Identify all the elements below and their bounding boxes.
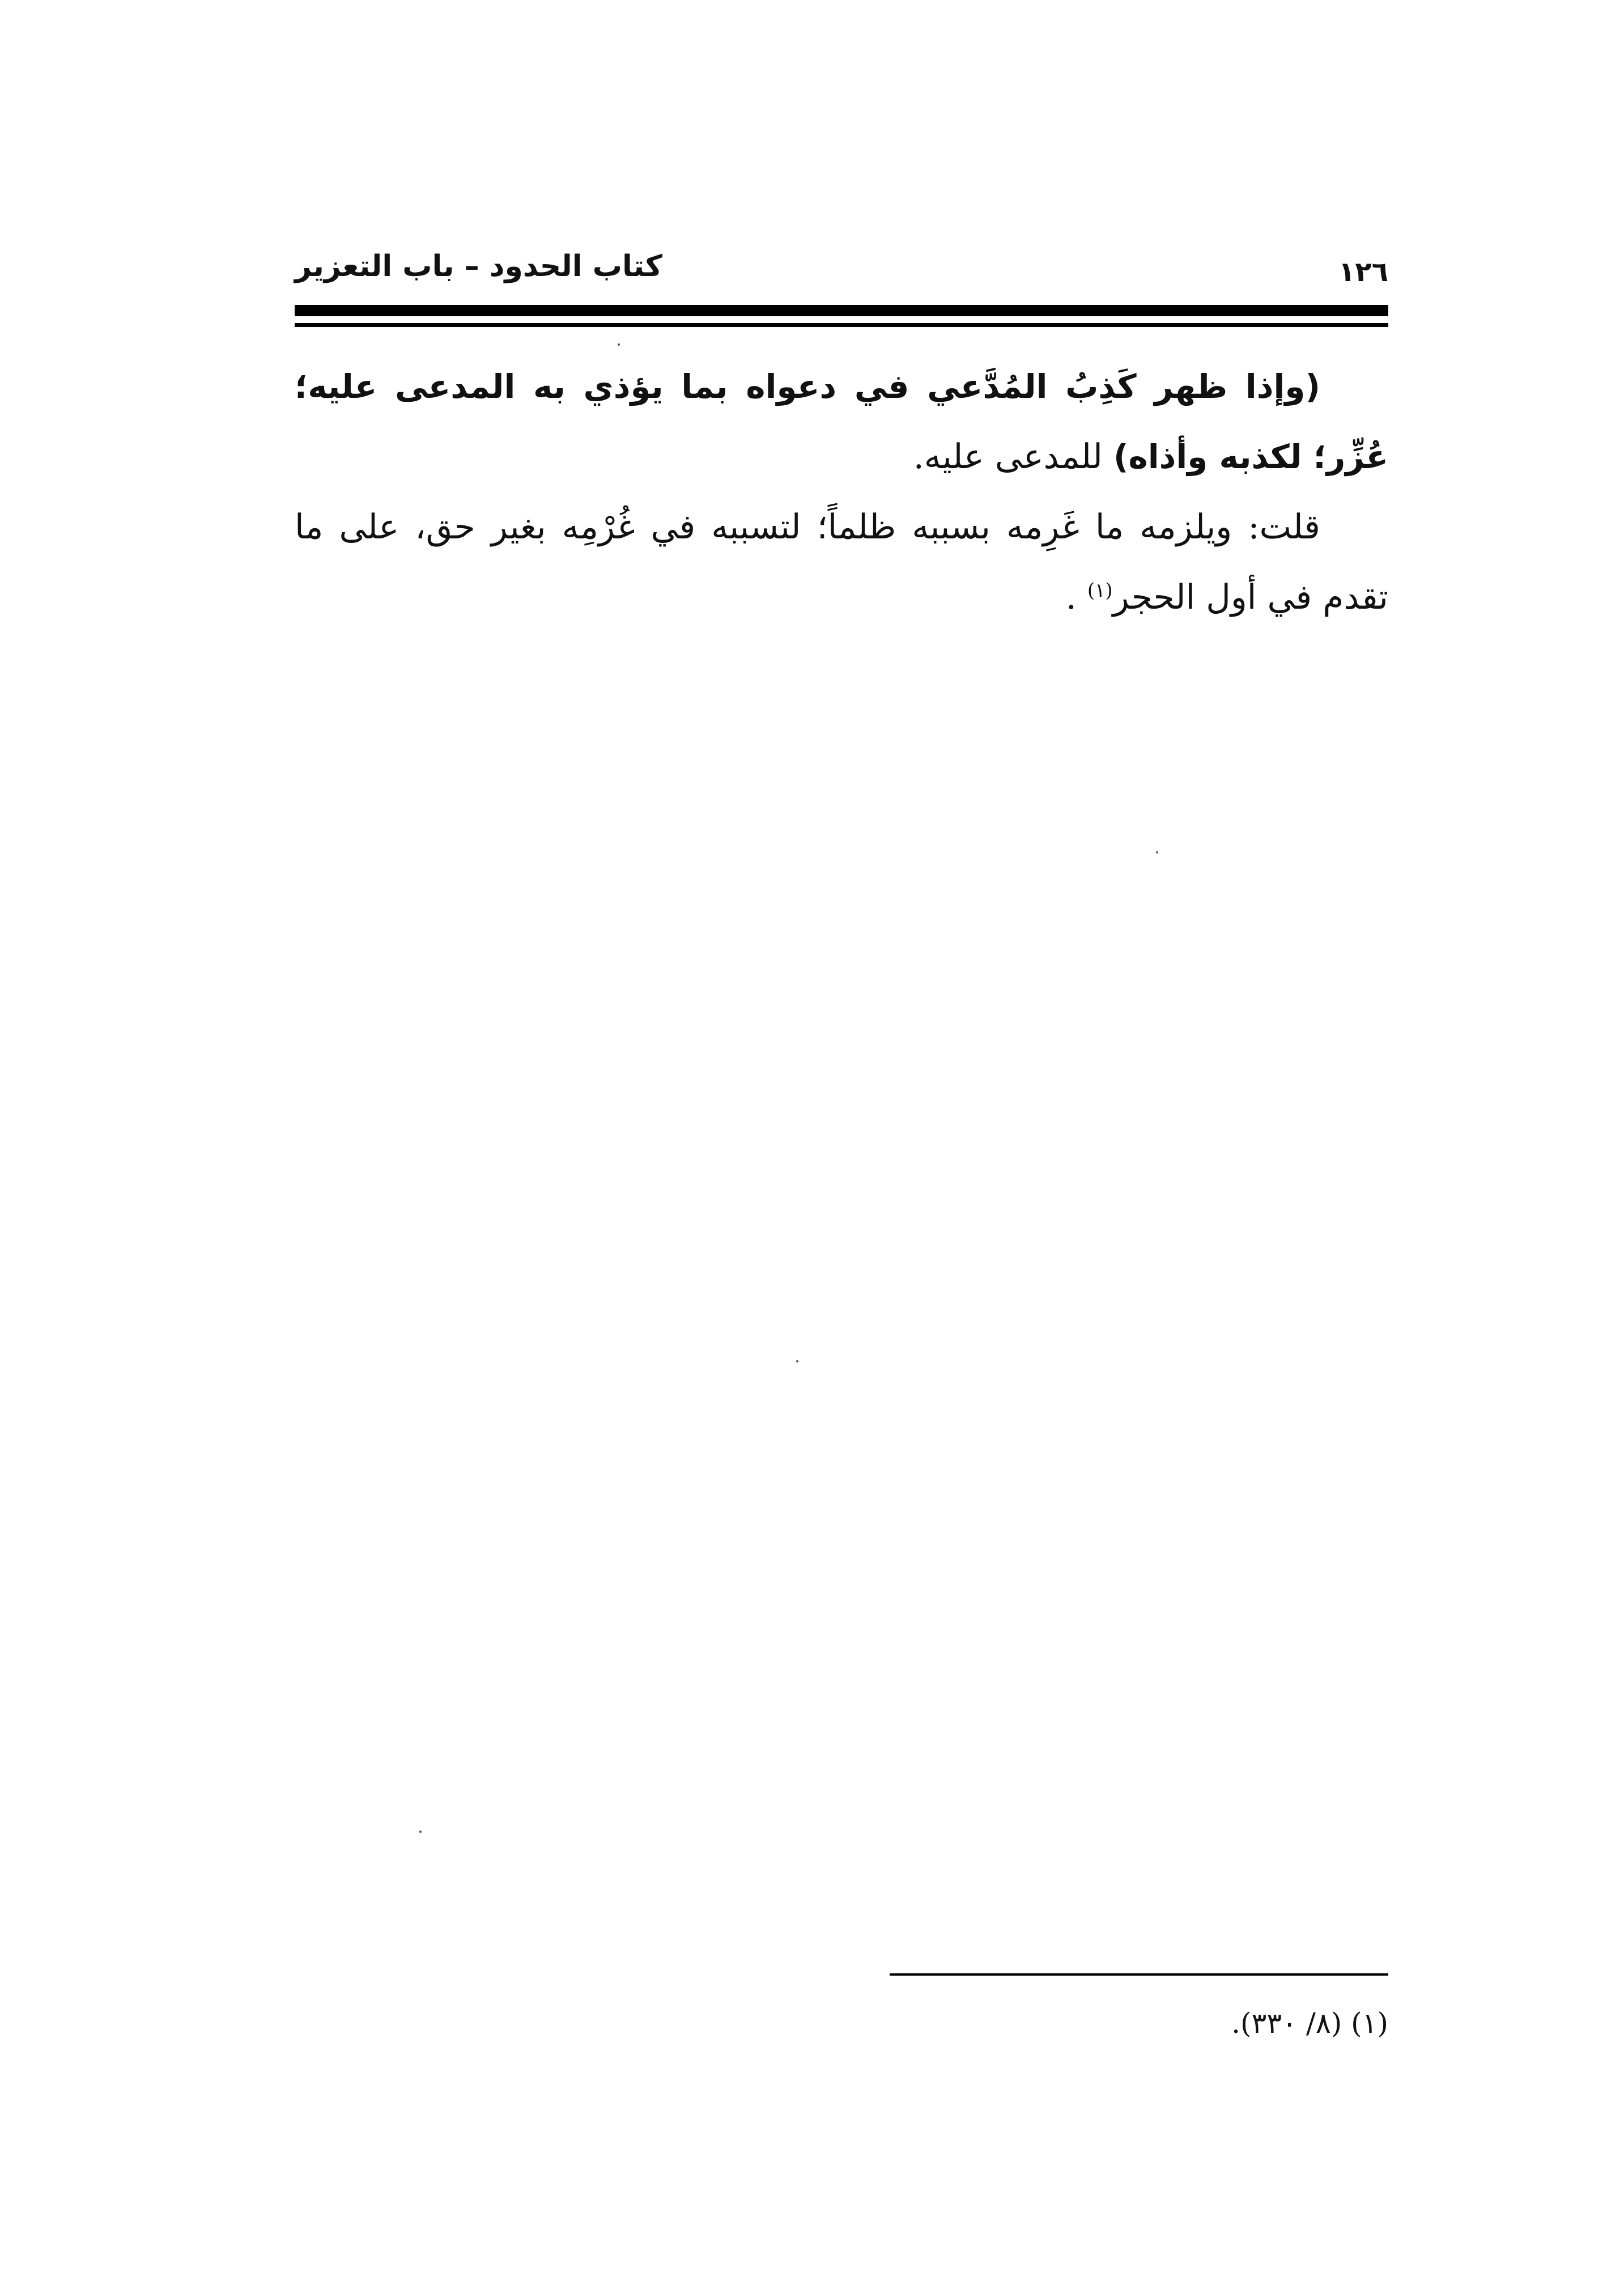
scan-speck: [796, 1360, 798, 1362]
footnote-1: (١) (٨/ ٣٣٠).: [1231, 2007, 1388, 2040]
header-rule-thin: [295, 323, 1388, 327]
scan-speck: [1156, 851, 1158, 853]
sentence-end: .: [1065, 578, 1077, 617]
footnote-reference[interactable]: (١): [1087, 579, 1113, 602]
footnote-separator: [890, 1973, 1388, 1976]
paragraph-qultu: [295, 492, 1388, 632]
scan-speck: [618, 343, 620, 346]
matn-text: (وإذا ظهر كَذِبُ المُدَّعي في دعواه بما يؤذي به المدعى عليه؛ عُزِّر؛ لكذبه وأذاه): [295, 367, 1388, 476]
page-number: ١٢٦: [1338, 256, 1388, 288]
body-text: [295, 351, 1388, 632]
paragraph-matn: [295, 351, 1388, 492]
sharh-text: للمدعى عليه.: [913, 437, 1103, 477]
qultu-text: قلت: ويلزمه ما غَرِمه بسببه ظلماً؛ لتسببه في غُرْمِه بغير حق، على ما تقدم في أول الحجر: [295, 507, 1388, 617]
header-title: كتاب الحدود – باب التعزير: [295, 249, 662, 283]
header-rule-thick: [295, 305, 1388, 316]
running-header: [295, 244, 1388, 289]
scan-speck: [419, 1831, 422, 1833]
